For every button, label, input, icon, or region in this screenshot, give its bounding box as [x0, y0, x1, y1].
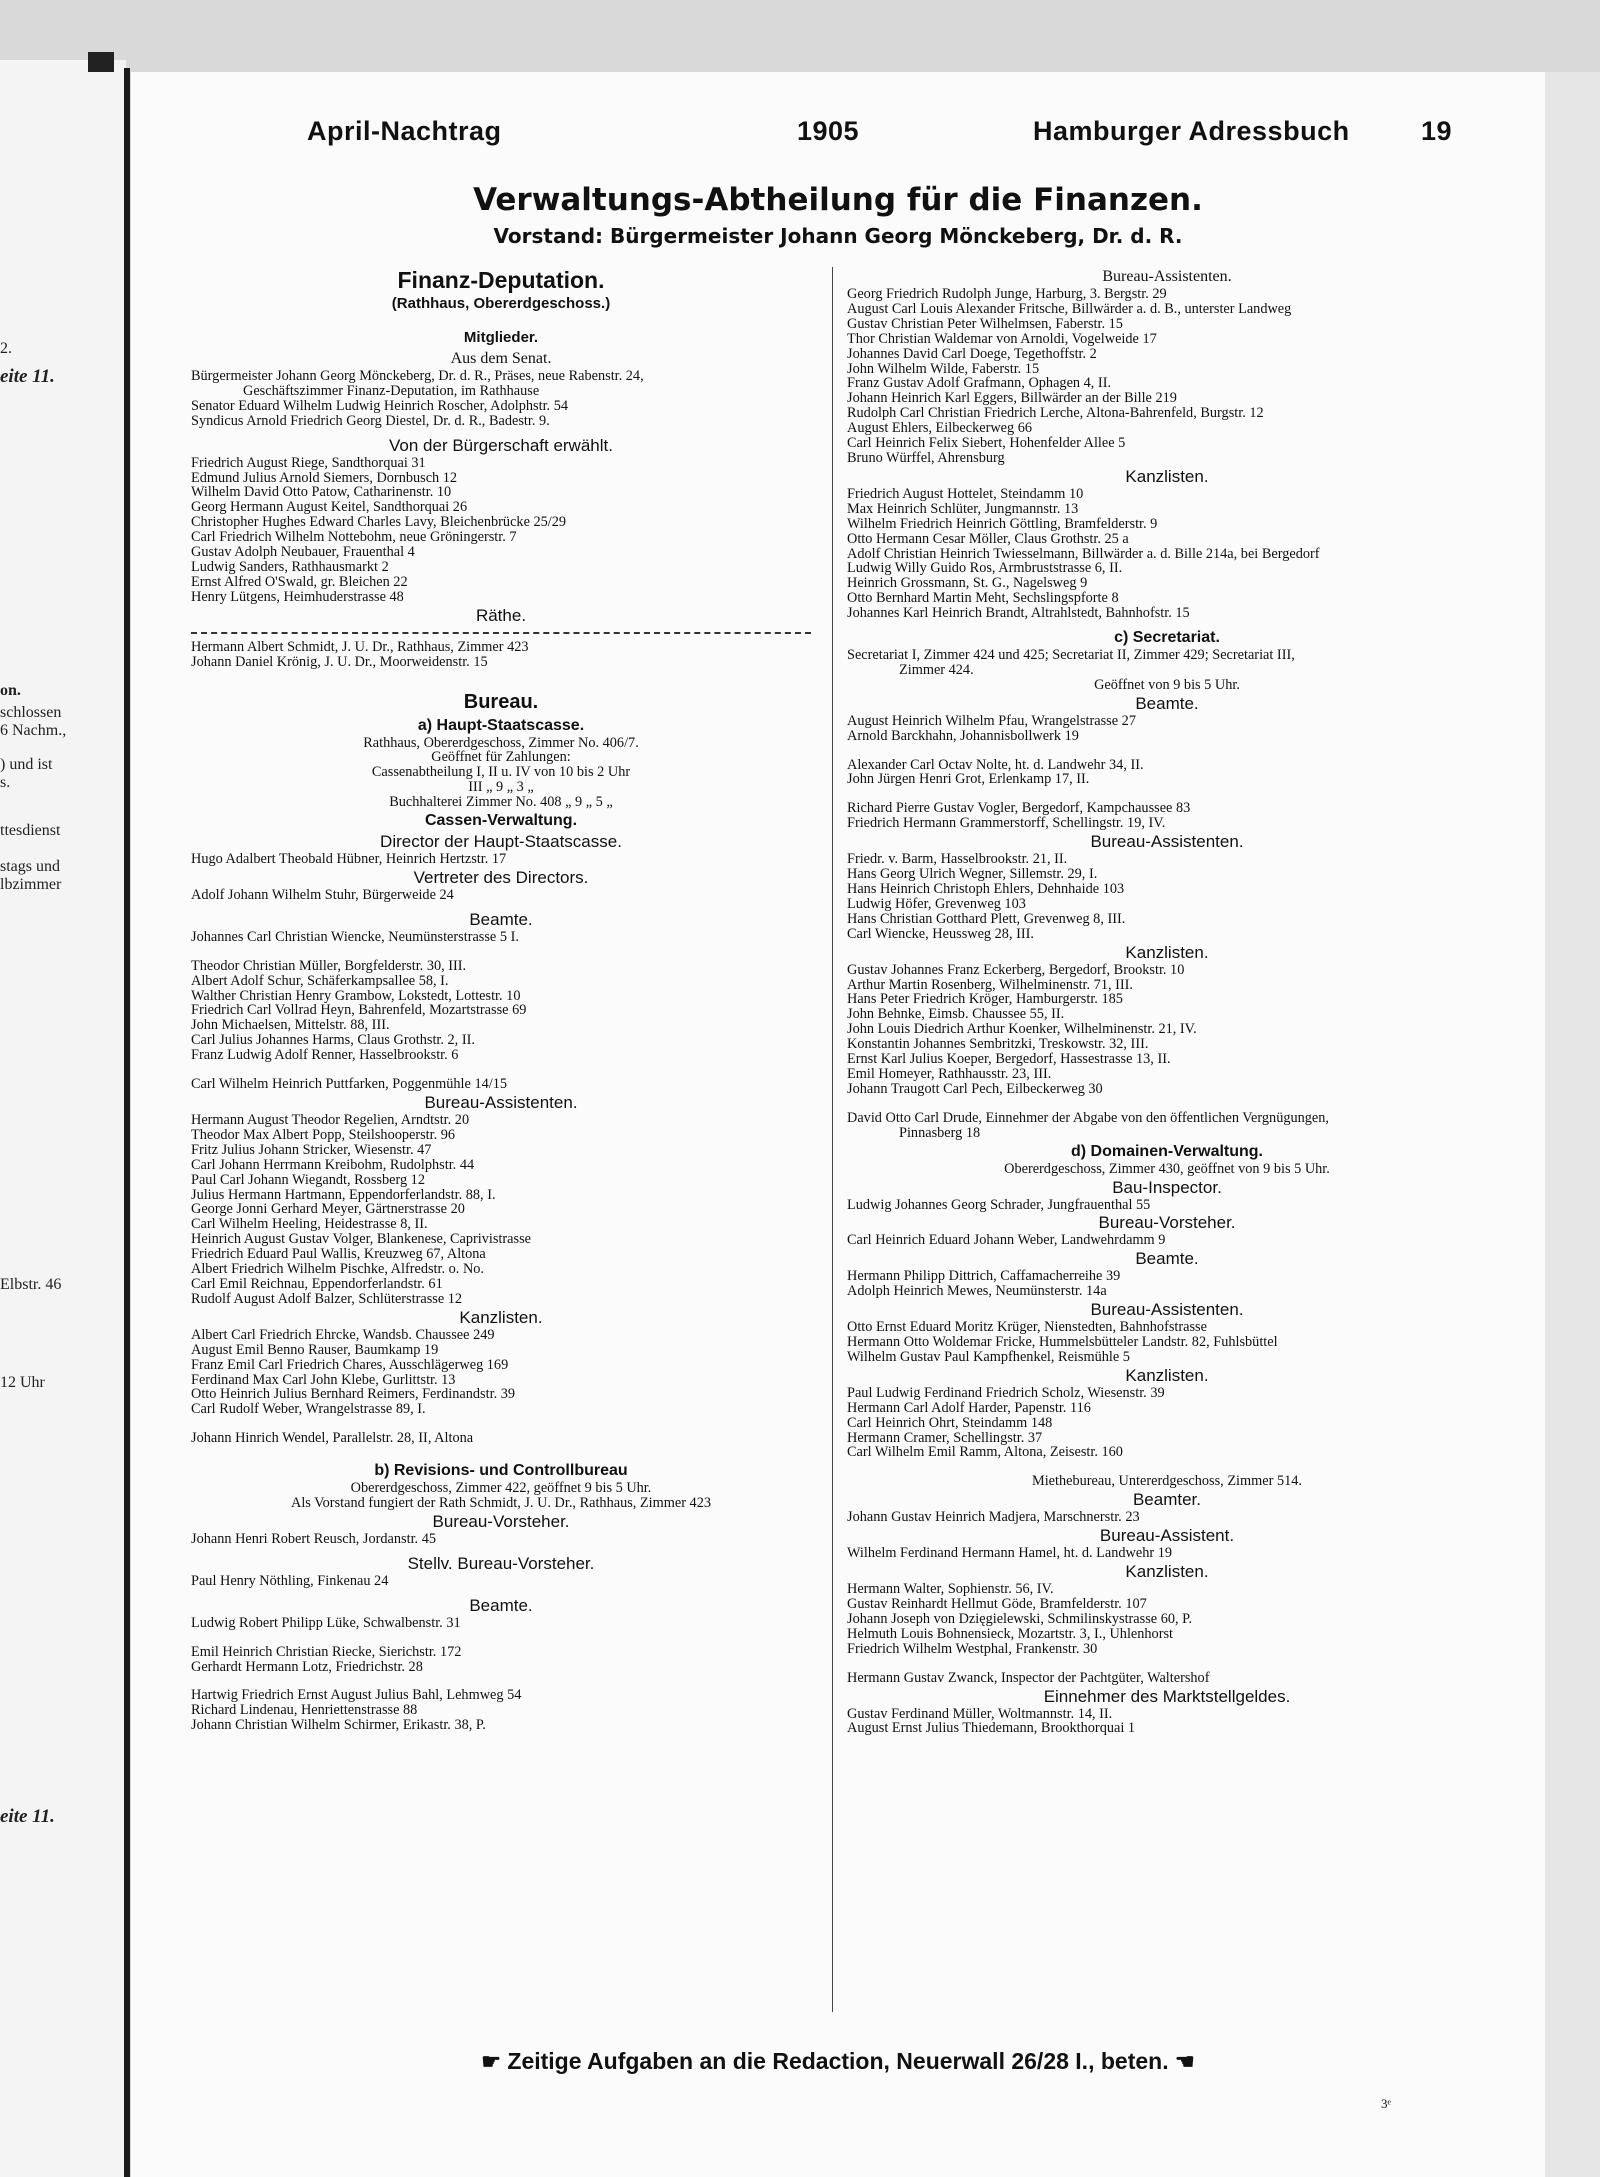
spacer	[847, 1460, 1487, 1474]
section-heading: Bureau-Vorsteher.	[432, 1511, 570, 1531]
entry-line: Hermann Philipp Dittrich, Caffamacherreihe 39	[847, 1268, 1121, 1285]
entry-line: Thor Christian Waldemar von Arnoldi, Vogelweide 17	[847, 330, 1157, 347]
entry-line: Gustav Ferdinand Müller, Woltmannstr. 14, II.	[847, 1705, 1113, 1722]
entry-line: Albert Adolf Schur, Schäferkampsallee 58, I.	[191, 972, 449, 989]
entry-line: Max Heinrich Schlüter, Jungmannstr. 13	[847, 500, 1079, 517]
entry-line: Friedrich Carl Vollrad Heyn, Bahrenfeld, Mozartstrasse 69	[191, 1002, 527, 1019]
entry-line: Carl Friedrich Wilhelm Nottebohm, neue Gröningerstr. 7	[191, 529, 517, 546]
entry-line: Rathhaus, Obererdgeschoss, Zimmer No. 406/7.	[363, 734, 639, 751]
section-heading: (Rathhaus, Obererdgeschoss.)	[391, 295, 611, 312]
spacer	[191, 945, 811, 959]
entry-line: Hermann Otto Woldemar Fricke, Hummelsbütteler Landstr. 82, Fuhlsbüttel	[847, 1334, 1278, 1351]
spacer	[191, 1417, 811, 1431]
entry-line: Als Vorstand fungiert der Rath Schmidt, J. U. Dr., Rathhaus, Zimmer 423	[291, 1495, 711, 1512]
entry-line: Johann Heinrich Karl Eggers, Billwärder an der Bille 219	[847, 390, 1177, 407]
strip-fragment: Elbstr. 46	[0, 1276, 62, 1293]
pointing-hand-left-icon: ☛	[481, 2049, 501, 2074]
strip-fragment: 2.	[0, 340, 12, 357]
entry-line: Carl Julius Johannes Harms, Claus Grothstr. 2, II.	[191, 1032, 475, 1049]
entry-line: Johann Joseph von Dzięgielewski, Schmilinskystrasse 60, P.	[847, 1610, 1193, 1627]
entry-line: Hermann Cramer, Schellingstr. 37	[847, 1429, 1043, 1446]
right-margin	[1545, 72, 1600, 2177]
right-column	[847, 266, 1487, 1736]
entry-line: Theodor Max Albert Popp, Steilshooperstr. 96	[191, 1126, 456, 1143]
entry-line: Edmund Julius Arnold Siemers, Dornbusch 12	[191, 469, 458, 486]
entry-line: Fritz Julius Johann Stricker, Wiesenstr. 47	[191, 1141, 432, 1158]
entry-line: Otto Ernst Eduard Moritz Krüger, Nienstedten, Bahnhofstrasse	[847, 1319, 1207, 1336]
entry-line: Walther Christian Henry Grambow, Lokstedt, Lottestr. 10	[191, 987, 521, 1004]
entry-line: John Wilhelm Wilde, Faberstr. 15	[847, 360, 1040, 377]
entry-line: August Ehlers, Eilbeckerweg 66	[847, 420, 1033, 437]
entry-line: Albert Carl Friedrich Ehrcke, Wandsb. Chaussee 249	[191, 1326, 495, 1343]
spacer	[847, 1657, 1487, 1671]
entry-line: Wilhelm Friedrich Heinrich Göttling, Bramfelderstr. 9	[847, 515, 1158, 532]
entry-line: Albert Friedrich Wilhelm Pischke, Alfredstr. o. No.	[191, 1261, 484, 1278]
section-heading: Vertreter des Directors.	[413, 867, 589, 887]
section-heading: Kanzlisten.	[1125, 942, 1209, 962]
entry-line: Gustav Johannes Franz Eckerberg, Bergedorf, Brookstr. 10	[847, 961, 1185, 978]
section-heading: Von der Bürgerschaft erwählt.	[389, 435, 613, 455]
entry-line: Geöffnet für Zahlungen:	[431, 749, 571, 766]
left-page-strip	[0, 60, 126, 2177]
entry-line: Carl Wilhelm Heinrich Puttfarken, Poggenmühle 14/15	[191, 1076, 508, 1093]
entry-line: Johann Gustav Heinrich Madjera, Marschnerstr. 23	[847, 1509, 1140, 1526]
entry-line: Gustav Reinhardt Hellmut Göde, Bramfelderstr. 107	[847, 1596, 1147, 1612]
footer-text: Zeitige Aufgaben an die Redaction, Neuerwall 26/28 I., beten.	[507, 2048, 1169, 2074]
entry-line: Hans Peter Friedrich Kröger, Hamburgerstr. 185	[847, 991, 1123, 1008]
section-heading: Beamte.	[469, 1595, 533, 1615]
section-heading: Beamte.	[1135, 1249, 1199, 1269]
section-heading: Bau-Inspector.	[1112, 1177, 1222, 1197]
entry-line: Secretariat I, Zimmer 424 und 425; Secretariat II, Zimmer 429; Secretariat III,	[847, 647, 1295, 664]
entry-line: Ludwig Willy Guido Ros, Armbruststrasse 6, II.	[847, 560, 1123, 577]
entry-line: Alexander Carl Octav Nolte, ht. d. Landwehr 34, II.	[847, 756, 1144, 773]
entry-line: Heinrich August Gustav Volger, Blankenese, Caprivistrasse	[191, 1231, 531, 1248]
section-heading: Beamte.	[469, 909, 533, 929]
column-divider	[832, 267, 833, 2012]
entry-line: Hartwig Friedrich Ernst August Julius Bahl, Lehmweg 54	[191, 1687, 522, 1704]
spacer	[191, 1446, 811, 1460]
entry-line: Friedr. v. Barm, Hasselbrookstr. 21, II.	[847, 851, 1068, 868]
entry-line: Ludwig Robert Philipp Lüke, Schwalbenstr. 31	[191, 1614, 461, 1631]
section-heading: Bureau-Assistenten.	[424, 1093, 578, 1112]
strip-fragment: ttesdienst	[0, 822, 61, 839]
entry-line: Hermann Gustav Zwanck, Inspector der Pachtgüter, Waltershof	[847, 1669, 1210, 1686]
entry-line: Theodor Christian Müller, Borgfelderstr. 30, III.	[191, 957, 467, 974]
spacer	[191, 1063, 811, 1077]
entry-line: Pinnasberg 18	[899, 1124, 981, 1141]
entry-line: John Jürgen Henri Grot, Erlenkamp 17, II.	[847, 771, 1090, 788]
page-subtitle: Vorstand: Bürgermeister Johann Georg Mönckeberg, Dr. d. R.	[493, 224, 1183, 248]
spacer	[191, 1674, 811, 1688]
entry-line: John Louis Diedrich Arthur Koenker, Wilhelminenstr. 21, IV.	[847, 1021, 1197, 1038]
entry-line: Ernst Alfred O'Swald, gr. Bleichen 22	[191, 573, 408, 590]
entry-line: Senator Eduard Wilhelm Ludwig Heinrich Roscher, Adolphstr. 54	[191, 397, 568, 414]
section-heading: Kanzlisten.	[1125, 1365, 1209, 1385]
section-heading: Beamter.	[1132, 1490, 1202, 1510]
entry-line: Wilhelm David Otto Patow, Catharinenstr. 10	[191, 484, 452, 501]
entry-line: Geöffnet von 9 bis 5 Uhr.	[1094, 676, 1240, 693]
section-heading: Bureau.	[463, 690, 539, 713]
left-column	[191, 266, 811, 1733]
entry-line: Friedrich Hermann Grammerstorff, Schellingstr. 19, IV.	[847, 815, 1166, 832]
entry-line: Adolf Johann Wilhelm Stuhr, Bürgerweide 24	[191, 886, 454, 903]
entry-line: Adolf Christian Heinrich Twiesselmann, Billwärder a. d. Bille 214a, bei Bergedorf	[847, 545, 1320, 562]
entry-line: Hugo Adalbert Theobald Hübner, Heinrich Hertzstr. 17	[191, 851, 507, 868]
entry-line: Carl Rudolf Weber, Wrangelstrasse 89, I.	[191, 1401, 426, 1418]
entry-line: Arthur Martin Rosenberg, Wilhelminenstr. 71, III.	[847, 976, 1133, 993]
entry-line: Miethebureau, Untererdgeschoss, Zimmer 514.	[1032, 1473, 1302, 1490]
section-heading: c) Secretariat.	[1114, 629, 1220, 647]
entry-line: George Jonni Gerhard Meyer, Gärtnerstrasse 20	[191, 1201, 465, 1218]
entry-line: Emil Heinrich Christian Riecke, Sierichstr. 172	[191, 1643, 462, 1660]
entry-line: Friedrich Wilhelm Westphal, Frankenstr. 30	[847, 1640, 1098, 1657]
section-heading: Räthe.	[475, 605, 527, 625]
gutter-rule	[124, 68, 130, 2177]
entry-line: Rudolph Carl Christian Friedrich Lerche, Altona-Bahrenfeld, Burgstr. 12	[847, 405, 1264, 422]
entry-line: Carl Heinrich Felix Siebert, Hohenfelder Allee 5	[847, 435, 1126, 452]
dashed-divider	[191, 632, 811, 634]
entry-line: Cassenabtheilung I, II u. IV von 10 bis 2 Uhr	[371, 764, 631, 781]
entry-line: Franz Gustav Adolf Grafmann, Ophagen 4, II.	[847, 375, 1112, 392]
running-head-title: Hamburger Adressbuch	[1033, 116, 1350, 146]
entry-line: Johannes Karl Heinrich Brandt, Altrahlstedt, Bahnhofstr. 15	[847, 605, 1190, 622]
section-heading: Kanzlisten.	[459, 1307, 543, 1327]
entry-line: Georg Hermann August Keitel, Sandthorquai 26	[191, 499, 468, 516]
strip-fragment: eite 11.	[0, 1806, 55, 1827]
entry-line: Otto Heinrich Julius Bernhard Reimers, Ferdinandstr. 39	[191, 1386, 516, 1403]
entry-line: Geschäftszimmer Finanz-Deputation, im Rathhause	[243, 382, 540, 399]
section-heading: d) Domainen-Verwaltung.	[1070, 1142, 1263, 1160]
entry-line: August Heinrich Wilhelm Pfau, Wrangelstrasse 27	[847, 712, 1136, 729]
running-head-year: 1905	[797, 116, 860, 146]
section-heading: a) Haupt-Staatscasse.	[417, 716, 585, 734]
entry-line: Friedrich Eduard Paul Wallis, Kreuzweg 67, Altona	[191, 1246, 486, 1263]
entry-line: Gustav Christian Peter Wilhelmsen, Faberstr. 15	[847, 315, 1123, 332]
entry-line: Zimmer 424.	[899, 661, 974, 678]
entry-line: Paul Henry Nöthling, Finkenau 24	[191, 1572, 389, 1589]
spacer	[191, 314, 811, 328]
entry-line: John Michaelsen, Mittelstr. 88, III.	[191, 1017, 390, 1034]
entry-line: Otto Hermann Cesar Möller, Claus Grothstr. 25 a	[847, 530, 1129, 547]
entry-line: Hermann Albert Schmidt, J. U. Dr., Rathhaus, Zimmer 423	[191, 638, 529, 655]
entry-line: Henry Lütgens, Heimhuderstrasse 48	[191, 588, 404, 605]
entry-line: August Ernst Julius Thiedemann, Brookthorquai 1	[847, 1720, 1136, 1737]
entry-line: Bürgermeister Johann Georg Mönckeberg, Dr. d. R., Präses, neue Rabenstr. 24,	[191, 368, 644, 384]
section-heading: Bureau-Assistenten.	[1090, 832, 1244, 852]
entry-line: Carl Heinrich Eduard Johann Weber, Landwehrdamm 9	[847, 1232, 1166, 1249]
entry-line: Johannes David Carl Doege, Tegethoffstr. 2	[847, 345, 1097, 362]
section-heading: Kanzlisten.	[1125, 466, 1209, 486]
entry-line: Johann Traugott Carl Pech, Eilbeckerweg 30	[847, 1080, 1103, 1097]
entry-line: Friedrich August Hottelet, Steindamm 10	[847, 485, 1084, 502]
strip-fragment: 6 Nachm.,	[0, 722, 67, 739]
pointing-hand-right-icon: ☚	[1174, 2049, 1195, 2074]
strip-fragment: stags und	[0, 858, 60, 875]
spacer	[847, 787, 1487, 801]
entry-line: Julius Hermann Hartmann, Eppendorferlandstr. 88, I.	[191, 1186, 496, 1203]
entry-line: Hermann Carl Adolf Harder, Papenstr. 116	[847, 1399, 1091, 1416]
entry-line: Gustav Adolph Neubauer, Frauenthal 4	[191, 544, 415, 561]
strip-fragment: lbzimmer	[0, 876, 62, 893]
entry-line: Johann Hinrich Wendel, Parallelstr. 28, II, Altona	[191, 1430, 474, 1447]
section-heading: Bureau-Vorsteher.	[1098, 1213, 1236, 1233]
entry-line: Ludwig Sanders, Rathhausmarkt 2	[191, 558, 389, 575]
entry-line: Buchhalterei Zimmer No. 408 „ 9 „ 5 „	[389, 794, 613, 811]
section-heading: Kanzlisten.	[1125, 1562, 1209, 1582]
section-heading: Beamte.	[1135, 693, 1199, 713]
entry-line: Bruno Würffel, Ahrensburg	[847, 449, 1005, 466]
entry-line: Franz Ludwig Adolf Renner, Hasselbrookstr. 6	[191, 1047, 459, 1064]
entry-line: Emil Homeyer, Rathhausstr. 23, III.	[847, 1065, 1052, 1082]
entry-line: Hans Georg Ulrich Wegner, Sillemstr. 29, I.	[847, 866, 1098, 883]
footer-notice	[131, 2048, 1545, 2075]
entry-line: Syndicus Arnold Friedrich Georg Diestel, Dr. d. R., Badestr. 9.	[191, 412, 550, 429]
entry-line: Wilhelm Ferdinand Hermann Hamel, ht. d. Landwehr 19	[847, 1545, 1172, 1562]
entry-line: David Otto Carl Drude, Einnehmer der Abgabe von den öffentlichen Vergnügungen,	[847, 1109, 1330, 1126]
section-heading: Finanz-Deputation.	[397, 267, 605, 293]
section-heading: Einnehmer des Marktstellgeldes.	[1043, 1686, 1291, 1706]
entry-line: Rudolf August Adolf Balzer, Schlüterstrasse 12	[191, 1290, 463, 1307]
entry-line: Johannes Carl Christian Wiencke, Neumünsterstrasse 5 I.	[191, 928, 519, 945]
strip-fragment: 12 Uhr	[0, 1374, 45, 1391]
entry-line: Ferdinand Max Carl John Klebe, Gurlittstr. 13	[191, 1371, 456, 1388]
page-number: 19	[1421, 116, 1453, 146]
entry-line: Johann Christian Wilhelm Schirmer, Erikastr. 38, P.	[191, 1717, 486, 1734]
entry-line: Franz Emil Carl Friedrich Chares, Ausschlägerweg 169	[191, 1356, 509, 1373]
entry-line: Hans Heinrich Christoph Ehlers, Dehnhaide 103	[847, 881, 1125, 897]
entry-line: Hermann August Theodor Regelien, Arndtstr. 20	[191, 1112, 470, 1128]
section-heading: b) Revisions- und Controllbureau	[374, 1462, 628, 1480]
entry-line: Carl Wiencke, Heussweg 28, III.	[847, 925, 1034, 942]
entry-line: Obererdgeschoss, Zimmer 422, geöffnet 9 bis 5 Uhr.	[350, 1480, 652, 1497]
entry-line: Gerhardt Hermann Lotz, Friedrichstr. 28	[191, 1658, 423, 1675]
strip-fragment: s.	[0, 774, 11, 791]
entry-line: Helmuth Louis Bohnensieck, Mozartstr. 3, I., Uhlenhorst	[847, 1625, 1174, 1642]
entry-line: Ludwig Johannes Georg Schrader, Jungfrauenthal 55	[847, 1196, 1151, 1213]
entry-line: Carl Heinrich Ohrt, Steindamm 148	[847, 1414, 1053, 1431]
section-heading: Bureau-Assistent.	[1099, 1526, 1235, 1546]
entry-line: Richard Pierre Gustav Vogler, Bergedorf, Kampchaussee 83	[847, 800, 1191, 817]
entry-line: Hans Christian Gotthard Plett, Grevenweg 8, III.	[847, 910, 1126, 927]
spacer	[191, 670, 811, 684]
entry-line: Hermann Walter, Sophienstr. 56, IV.	[847, 1581, 1054, 1598]
entry-line: Johann Henri Robert Reusch, Jordanstr. 45	[191, 1530, 436, 1547]
document-page	[131, 72, 1545, 2177]
entry-line: Georg Friedrich Rudolph Junge, Harburg, 3. Bergstr. 29	[847, 286, 1167, 302]
entry-line: Heinrich Grossmann, St. G., Nagelsweg 9	[847, 575, 1088, 592]
entry-line: August Emil Benno Rauser, Baumkamp 19	[191, 1341, 439, 1358]
spacer	[847, 1097, 1487, 1111]
entry-line: Johann Daniel Krönig, J. U. Dr., Moorweidenstr. 15	[191, 653, 488, 670]
entry-line: Adolph Heinrich Mewes, Neumünsterstr. 14a	[847, 1283, 1107, 1300]
entry-line: Richard Lindenau, Henriettenstrasse 88	[191, 1702, 418, 1719]
strip-fragment: ) und ist	[0, 756, 53, 773]
entry-line: Bureau-Assistenten.	[1102, 268, 1232, 285]
entry-line: Ernst Karl Julius Koeper, Bergedorf, Hassestrasse 13, II.	[847, 1051, 1171, 1068]
spacer	[847, 744, 1487, 758]
running-head-left: April-Nachtrag	[307, 116, 502, 146]
entry-line: Paul Ludwig Ferdinand Friedrich Scholz, Wiesenstr. 39	[847, 1384, 1165, 1401]
spacer	[191, 1631, 811, 1645]
section-heading: Cassen-Verwaltung.	[424, 812, 578, 830]
strip-fragment: schlossen	[0, 704, 62, 721]
entry-line: Aus dem Senat.	[450, 350, 552, 367]
strip-fragment: eite 11.	[0, 366, 55, 387]
entry-line: Ludwig Höfer, Grevenweg 103	[847, 895, 1026, 912]
entry-line: Paul Carl Johann Wiegandt, Rossberg 12	[191, 1171, 425, 1188]
entry-line: III „ 9 „ 3 „	[468, 779, 534, 796]
entry-line: Konstantin Johannes Sembritzki, Treskowstr. 32, III.	[847, 1036, 1149, 1053]
entry-line: John Behnke, Eimsb. Chaussee 55, II.	[847, 1006, 1065, 1023]
entry-line: Christopher Hughes Edward Charles Lavy, Bleichenbrücke 25/29	[191, 514, 567, 531]
printer-signature: 3ᵉ	[1381, 2096, 1391, 2111]
entry-line: Carl Johann Herrmann Kreibohm, Rudolphstr. 44	[191, 1156, 475, 1173]
section-heading: Stellv. Bureau-Vorsteher.	[407, 1553, 595, 1573]
entry-line: Carl Wilhelm Emil Ramm, Altona, Zeisestr. 160	[847, 1444, 1123, 1461]
entry-line: Otto Bernhard Martin Meht, Sechslingspforte 8	[847, 590, 1119, 607]
strip-fragment: on.	[0, 682, 21, 699]
section-heading: Director der Haupt-Staatscasse.	[380, 832, 622, 852]
entry-line: Friedrich August Riege, Sandthorquai 31	[191, 454, 426, 471]
page-tab-mark	[88, 52, 114, 72]
entry-line: August Carl Louis Alexander Fritsche, Billwärder a. d. B., unterster Landweg	[847, 300, 1292, 317]
entry-line: Wilhelm Gustav Paul Kampfhenkel, Reismühle 5	[847, 1348, 1130, 1365]
entry-line: Obererdgeschoss, Zimmer 430, geöffnet von 9 bis 5 Uhr.	[1004, 1160, 1330, 1177]
entry-line: Arnold Barckhahn, Johannisbollwerk 19	[847, 727, 1079, 744]
entry-line: Carl Emil Reichnau, Eppendorferlandstr. 61	[191, 1275, 443, 1292]
section-heading: Bureau-Assistenten.	[1090, 1300, 1244, 1320]
entry-line: Carl Wilhelm Heeling, Heidestrasse 8, II.	[191, 1216, 428, 1233]
section-heading: Mitglieder.	[463, 329, 539, 346]
page-title: Verwaltungs-Abtheilung für die Finanzen.	[473, 182, 1203, 218]
